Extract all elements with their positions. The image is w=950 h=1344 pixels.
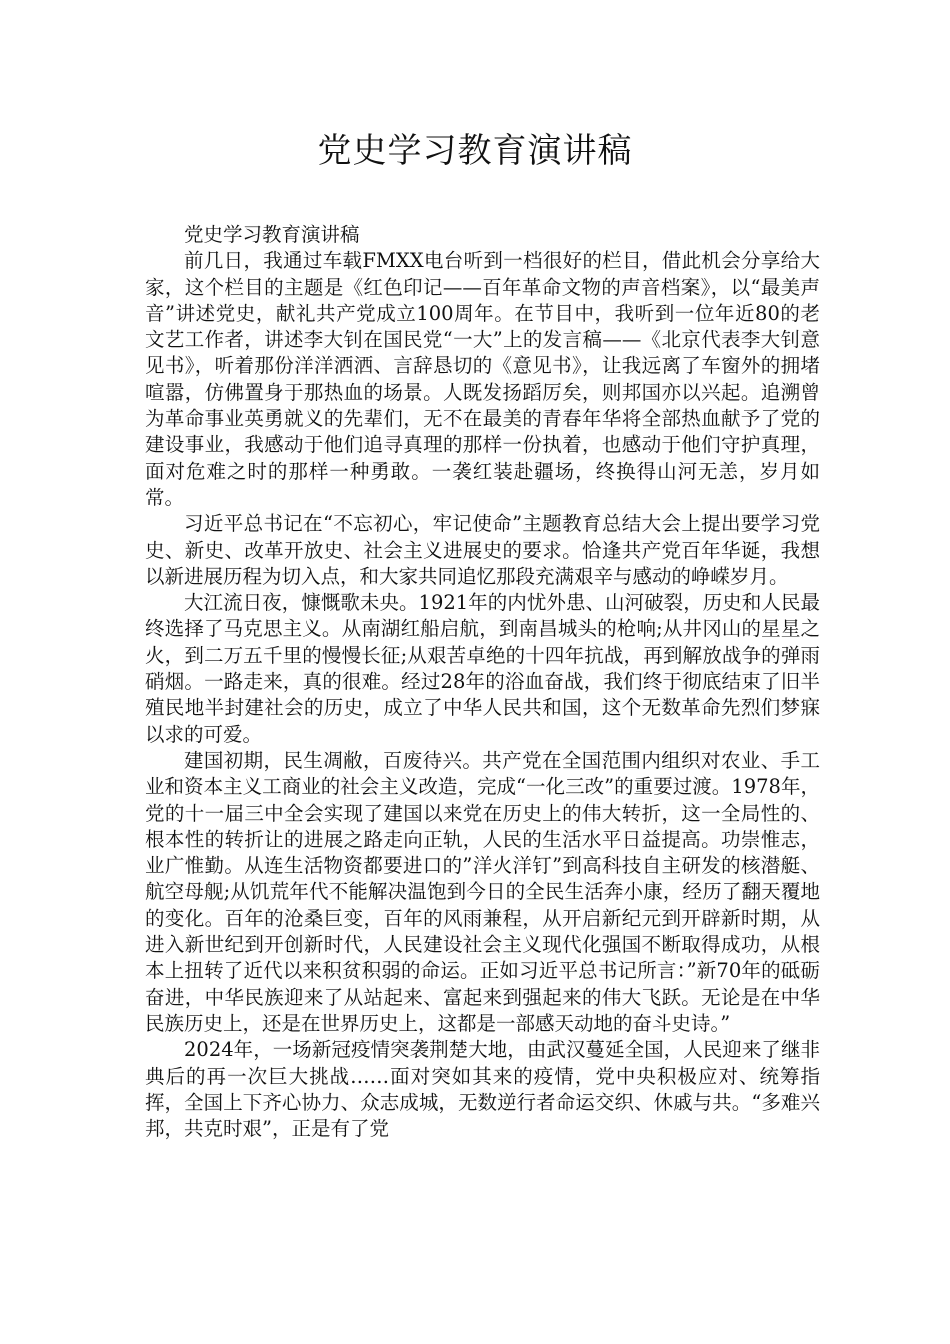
paragraph: 2024年，一场新冠疫情突袭荆楚大地，由武汉蔓延全国，人民迎来了继非典后的再一次巨大挑战……面对突如其来的疫情，党中央积极应对、统筹指挥，全国上下齐心协力、众志成城，无数逆行者命运交织、休戚与共。“多难兴邦，共克时艰”，正是有了党	[145, 1038, 820, 1141]
paragraph: 前几日，我通过车载FMXX电台听到一档很好的栏目，借此机会分享给大家，这个栏目的主题是《红色印记——百年革命文物的声音档案》，以“最美声音”讲述党史，献礼共产党成立100周年。在节目中，我听到一位年近80的老文艺工作者，讲述李大钊在国民党“一大”上的发言稿——《北京代表李大钊意见书》，听着那份洋洋洒洒、言辞恳切的《意见书》，让我远离了车窗外的拥堵喧嚣，仿佛置身于那热血的场景。人既发扬蹈厉矣，则邦国亦以兴起。追溯曾为革命事业英勇就义的先辈们，无不在最美的青春年华将全部热血献予了党的建设事业，我感动于他们追寻真理的那样一份执着，也感动于他们守护真理，面对危难之时的那样一种勇敢。一袭红装赴疆场，终换得山河无恙，岁月如常。	[145, 249, 820, 509]
page-title: 党史学习教育演讲稿	[317, 131, 633, 171]
document-body	[145, 222, 820, 1142]
paragraph-heading: 党史学习教育演讲稿	[184, 223, 360, 246]
paragraph: 习近平总书记在“不忘初心，牢记使命”主题教育总结大会上提出要学习党史、新史、改革开放史、社会主义进展史的要求。恰逢共产党百年华诞，我想以新进展历程为切入点，和大家共同追忆那段充满艰辛与感动的峥嵘岁月。	[145, 512, 820, 588]
paragraph: 大江流日夜，慷慨歌未央。1921年的内忧外患、山河破裂，历史和人民最终选择了马克思主义。从南湖红船启航，到南昌城头的枪响;从井冈山的星星之火，到二万五千里的慢慢长征;从艰苦卓绝的十四年抗战，再到解放战争的弹雨硝烟。一路走来，真的很难。经过28年的浴血奋战，我们终于彻底结束了旧半殖民地半封建社会的历史，成立了中华人民共和国，这个无数革命先烈们梦寐以求的可爱。	[145, 591, 820, 746]
paragraph: 建国初期，民生凋敝，百废待兴。共产党在全国范围内组织对农业、手工业和资本主义工商业的社会主义改造，完成“一化三改”的重要过渡。1978年，党的十一届三中全会实现了建国以来党在历史上的伟大转折，这一全局性的、根本性的转折让的进展之路走向正轨，人民的生活水平日益提高。功崇惟志，业广惟勤。从连生活物资都要进口的”洋火洋钉”到高科技自主研发的核潜艇、航空母舰;从饥荒年代不能解决温饱到今日的全民生活奔小康，经历了翻天覆地的变化。百年的沧桑巨变，百年的风雨兼程，从开启新纪元到开辟新时期，从进入新世纪到开创新时代，人民建设社会主义现代化强国不断取得成功，从根本上扭转了近代以来积贫积弱的命运。正如习近平总书记所言：”新70年的砥砺奋进，中华民族迎来了从站起来、富起来到强起来的伟大飞跃。无论是在中华民族历史上，还是在世界历史上，这都是一部感天动地的奋斗史诗。”	[145, 748, 820, 1035]
